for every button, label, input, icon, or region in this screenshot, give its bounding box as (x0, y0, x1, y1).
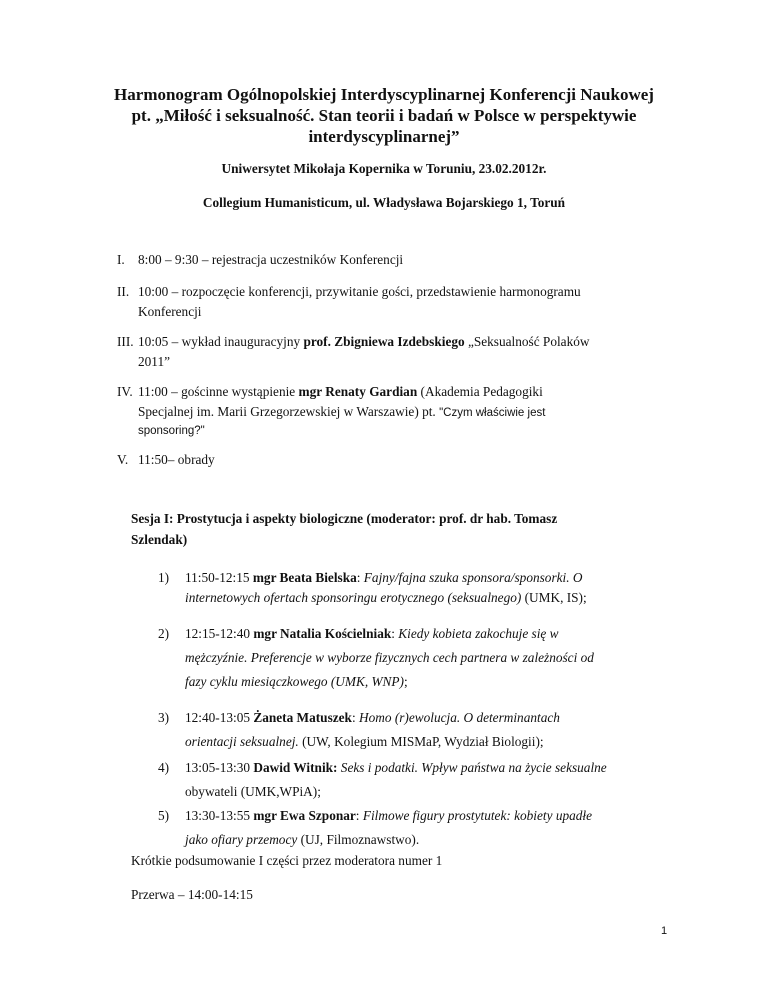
guest-speaker: mgr Renaty Gardian (298, 384, 418, 399)
title-line-3: interdyscyplinarnej” (308, 127, 460, 146)
talk-number: 3) (158, 710, 170, 725)
talk-title: Filmowe figury prostytutek: kobiety upadłe (362, 808, 593, 823)
agenda-item (117, 450, 677, 470)
talk-number: 5) (158, 808, 170, 823)
title-line-1: Harmonogram Ogólnopolskiej Interdyscyplinarnej Konferencji Naukowej (114, 85, 654, 104)
agenda-item (117, 382, 677, 439)
talk-title-cont: obywateli (UMK,WPiA); (185, 784, 321, 799)
page-number: 1 (661, 925, 668, 937)
agenda-item (117, 250, 677, 270)
session-heading-line-2: Szlendak) (131, 532, 188, 547)
talk-item: 5) 13:30-13:55 mgr Ewa Szponar: Filmowe figury prostytutek: kobiety upadłe jako ofiary przemocy (UJ, Filmoznawstwo). (158, 804, 688, 852)
agenda-number: I. (117, 252, 125, 267)
keynote-speaker: prof. Zbigniewa Izdebskiego (303, 334, 465, 349)
talk-number: 2) (158, 626, 170, 641)
talk-speaker: mgr Ewa Szponar (253, 808, 356, 823)
agenda-text: 10:00 – rozpoczęcie konferencji, przywitanie gości, przedstawienie harmonogramu (138, 284, 581, 299)
talk-speaker: Dawid Witnik: (253, 760, 338, 775)
agenda-text: 10:05 – wykład inauguracyjny (138, 334, 304, 349)
agenda-number: III. (117, 334, 134, 349)
session-summary: Krótkie podsumowanie I części przez moderatora numer 1 (131, 853, 443, 868)
agenda-text-cont: Specjalnej im. Marii Grzegorzewskiej w Warszawie) pt. (138, 404, 436, 419)
agenda-number: IV. (117, 384, 133, 399)
talk-item: 2) 12:15-12:40 mgr Natalia Kościelniak: Kiedy kobieta zakochuje się w mężczyźnie. Preferencje w wyborze fizycznych cech partnera w zależności od fazy cyklu miesiączkowego (UMK, WNP); (158, 622, 688, 694)
venue-university: Uniwersytet Mikołaja Kopernika w Toruniu, 23.02.2012r. (221, 161, 547, 176)
talk-time: 11:50-12:15 (185, 570, 250, 585)
talk-affiliation: (UW, Kolegium MISMaP, Wydział Biologii); (298, 734, 544, 749)
talk-affiliation: (UMK, IS); (521, 590, 587, 605)
document-title (60, 84, 708, 147)
agenda-text-cont: 2011” (138, 354, 171, 369)
talk-time: 12:15-12:40 (185, 626, 251, 641)
talk-title: Homo (r)ewolucja. O determinantach (359, 710, 560, 725)
agenda-text: 11:50– obrady (138, 452, 215, 467)
talk-time: 12:40-13:05 (185, 710, 251, 725)
agenda-text: 11:00 – gościnne wystąpienie (138, 384, 299, 399)
talk-item (158, 756, 688, 804)
guest-talk-title-cont: sponsoring?" (138, 425, 205, 437)
talk-title-cont: jako ofiary przemocy (185, 832, 298, 847)
talk-title: Kiedy kobieta zakochuje się w (398, 626, 559, 641)
keynote-title: „Seksualność Polaków (464, 334, 590, 349)
agenda-item (117, 282, 677, 322)
talk-title-cont: mężczyźnie. Preferencje w wyborze fizycznych cech partnera w zależności od (185, 650, 594, 665)
break-time: Przerwa – 14:00-14:15 (131, 887, 253, 902)
talk-affiliation: (UJ, Filmoznawstwo). (297, 832, 420, 847)
talk-title-cont: orientacji seksualnej. (185, 734, 299, 749)
talk-item: 3) 12:40-13:05 Żaneta Matuszek: Homo (r)ewolucja. O determinantach orientacji seksualnej. (UW, Kolegium MISMaP, Wydział Biologii); (158, 706, 688, 754)
talk-number: 1) (158, 570, 170, 585)
talk-item: 1) 11:50-12:15 mgr Beata Bielska: Fajny/fajna szuka sponsora/sponsorki. O internetowych ofertach sponsoringu erotycznego (seksualnego) (UMK, IS); (158, 570, 587, 605)
talk-speaker: mgr Beata Bielska (252, 570, 357, 585)
agenda-number: V. (117, 452, 129, 467)
talk-number: 4) (158, 760, 170, 775)
session-heading (131, 508, 641, 550)
guest-affiliation: (Akademia Pedagogiki (417, 384, 543, 399)
talk-time: 13:05-13:30 (185, 760, 251, 775)
talk-time: 13:30-13:55 (185, 808, 251, 823)
talk-title-cont: fazy cyklu miesiączkowego (UMK, WNP) (185, 674, 404, 689)
title-line-2: pt. „Miłość i seksualność. Stan teorii i badań w Polsce w perspektywie (131, 106, 637, 125)
talk-title-cont: internetowych ofertach sponsoringu erotycznego (seksualnego) (185, 590, 522, 605)
agenda-text-cont: Konferencji (138, 304, 202, 319)
talk-title: Fajny/fajna szuka sponsora/sponsorki. O (363, 570, 583, 585)
talk-punct: ; (403, 674, 408, 689)
talk-title: Seks i podatki. Wpływ państwa na życie seksualne (340, 760, 607, 775)
session-heading-line-1: Sesja I: Prostytucja i aspekty biologiczne (moderator: prof. dr hab. Tomasz (131, 511, 558, 526)
venue-building: Collegium Humanisticum, ul. Władysława Bojarskiego 1, Toruń (202, 195, 566, 210)
guest-talk-title: "Czym właściwie jest (439, 407, 546, 419)
talk-speaker: mgr Natalia Kościelniak (253, 626, 392, 641)
agenda-number: II. (117, 284, 130, 299)
agenda-item (117, 332, 677, 372)
agenda-text: 8:00 – 9:30 – rejestracja uczestników Konferencji (138, 252, 404, 267)
talk-speaker: Żaneta Matuszek (253, 710, 352, 725)
